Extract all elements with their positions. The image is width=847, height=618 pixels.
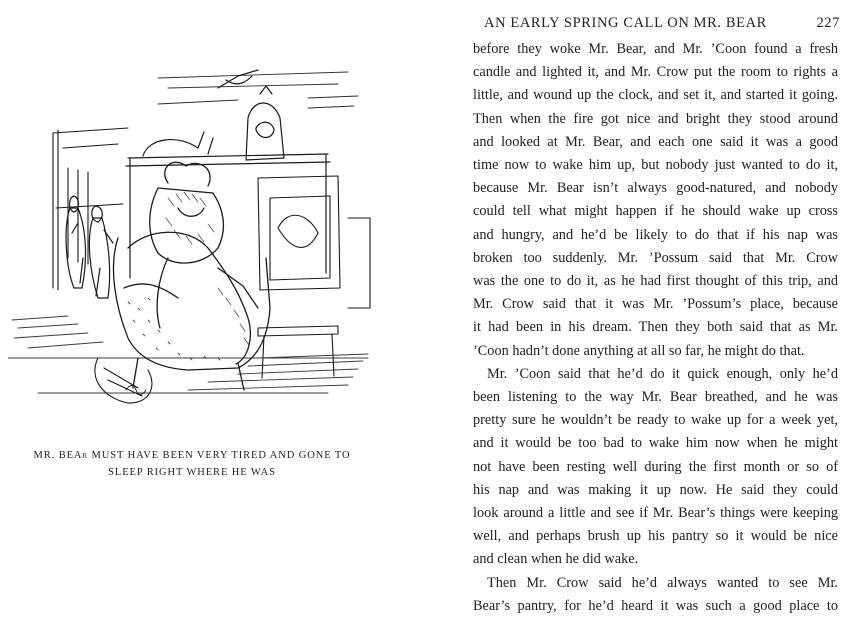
paragraph-2 — [473, 363, 838, 572]
paragraph-3 — [473, 572, 838, 618]
text-line: because Mr. Bear isn’t always good-natured, and nobody — [473, 180, 838, 197]
text-line: been listening to the way Mr. Bear breathed, and he was — [473, 389, 838, 406]
text-line: pretty sure he wouldn’t be ready to wake up for a week yet, — [473, 412, 838, 429]
text-line: not have been resting well during the first month or so of — [473, 458, 838, 475]
text-line: before they woke Mr. Bear, and Mr. ’Coon found a fresh — [473, 41, 838, 57]
text-line: ’Coon hadn’t done anything at all so far, he might do that. — [473, 342, 805, 359]
illustration-caption — [6, 447, 378, 481]
text-line: time now to wake him up, but nobody just wanted to do it, — [473, 157, 838, 174]
text-line: Then when the fire got nice and bright they stood around — [473, 110, 838, 127]
text-line: and clean when he did wake. — [473, 551, 639, 568]
text-line: candle and lighted it, and Mr. Crow put the room to rights a — [473, 64, 838, 81]
running-title: AN EARLY SPRING CALL ON MR. BEAR — [484, 15, 767, 31]
text-line: look around a little and see if Mr. Bear’s things were keeping — [473, 505, 838, 522]
text-line: it had been in his dream. Then they both said that as Mr. — [473, 319, 838, 336]
text-line: and it would be too bad to wake him now when he might — [473, 435, 838, 452]
text-line: Mr. ’Coon said that he’d do it quick enough, only he’d — [487, 365, 838, 382]
text-line: Mr. Crow said that it was Mr. ’Possum’s place, because — [473, 296, 838, 313]
text-line: was the one to do it, as he had first thought of this trip, and — [473, 273, 838, 290]
text-line: Bear’s pantry, for he’d heard it was such a good place to — [473, 597, 838, 614]
text-line: little, and wound up the clock, and set it, and started it going. — [473, 87, 838, 104]
caption-line-1: MR. BEAr MUST HAVE BEEN VERY TIRED AND GONE TO — [33, 450, 351, 461]
text-line: could tell what might happen if he should wake up cross — [473, 203, 838, 220]
text-line: his nap and was making it up now. He said they could — [473, 481, 838, 498]
caption-line-2: SLEEP RIGHT WHERE HE WAS — [108, 467, 276, 478]
text-line: broken too suddenly. Mr. ’Possum said that Mr. Crow — [473, 249, 838, 266]
text-line: and looked at Mr. Bear, and each one said it was a good — [473, 133, 838, 150]
body-text — [473, 38, 838, 618]
running-head — [484, 15, 840, 32]
pen-drawing — [8, 58, 376, 410]
text-line: Then Mr. Crow said he’d always wanted to see Mr. — [487, 574, 838, 591]
illustration-bear-sleeping-in-armchair — [8, 58, 376, 410]
text-line: and hungry, and he’d be likely to do that if his nap was — [473, 226, 838, 243]
text-line: well, and perhaps brush up his pantry so it would be nice — [473, 528, 838, 545]
right-page — [470, 0, 840, 614]
page-number: 227 — [816, 15, 840, 31]
left-page — [0, 0, 420, 547]
paragraph-1 — [473, 38, 838, 363]
